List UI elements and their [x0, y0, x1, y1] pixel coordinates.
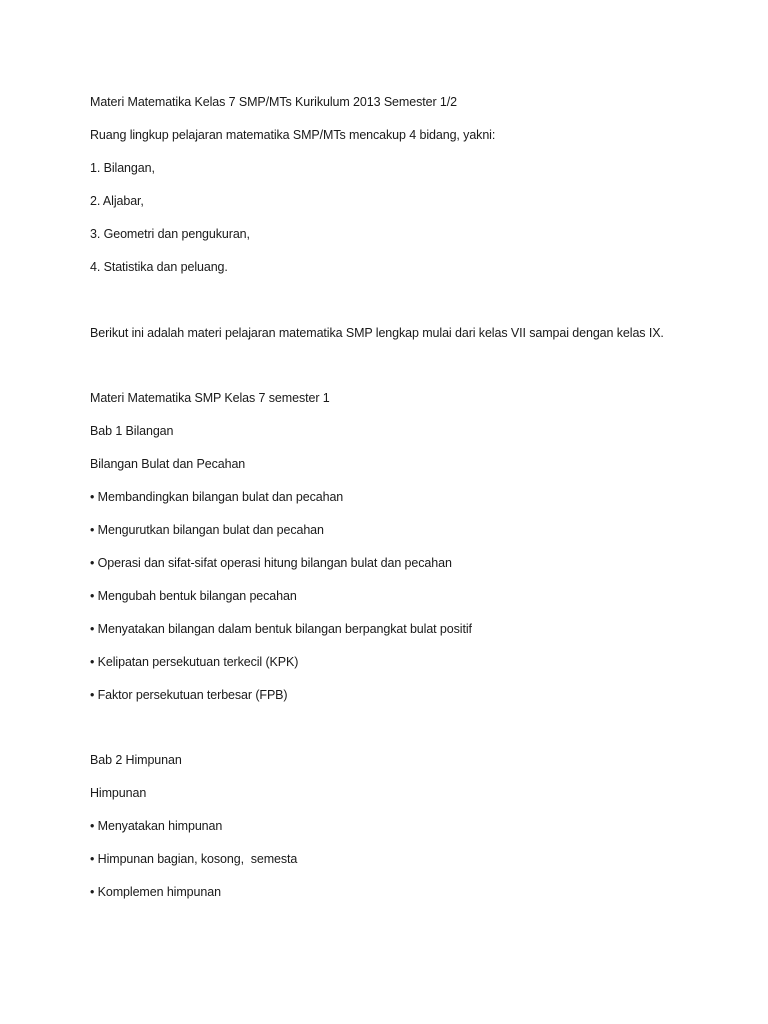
- scope-item: 4. Statistika dan peluang.: [90, 260, 228, 274]
- chapter-title: Bab 1 Bilangan: [90, 424, 174, 438]
- scope-item: 1. Bilangan,: [90, 161, 155, 175]
- section-heading: Materi Matematika SMP Kelas 7 semester 1: [90, 391, 330, 405]
- chapter-subtitle: Himpunan: [90, 786, 147, 800]
- bullet-item: • Membandingkan bilangan bulat dan pecahan: [90, 490, 344, 504]
- bullet-item: • Menyatakan bilangan dalam bentuk bilangan berpangkat bulat positif: [90, 622, 472, 636]
- paragraph-text: Berikut ini adalah materi pelajaran matematika SMP lengkap mulai dari kelas VII sampai dengan kelas IX.: [90, 326, 664, 340]
- scope-item: 2. Aljabar,: [90, 194, 144, 208]
- bullet-item: • Himpunan bagian, kosong, semesta: [90, 852, 298, 866]
- bullet-item: • Faktor persekutuan terbesar (FPB): [90, 688, 288, 702]
- bullet-item: • Operasi dan sifat-sifat operasi hitung bilangan bulat dan pecahan: [90, 556, 452, 570]
- bullet-item: • Mengurutkan bilangan bulat dan pecahan: [90, 523, 324, 537]
- bullet-item: • Komplemen himpunan: [90, 885, 221, 899]
- bullet-item: • Menyatakan himpunan: [90, 819, 223, 833]
- bullet-item: • Mengubah bentuk bilangan pecahan: [90, 589, 297, 603]
- scope-item: 3. Geometri dan pengukuran,: [90, 227, 250, 241]
- intro-text: Ruang lingkup pelajaran matematika SMP/MTs mencakup 4 bidang, yakni:: [90, 128, 496, 142]
- bullet-item: • Kelipatan persekutuan terkecil (KPK): [90, 655, 299, 669]
- chapter-subtitle: Bilangan Bulat dan Pecahan: [90, 457, 246, 471]
- document-title: Materi Matematika Kelas 7 SMP/MTs Kurikulum 2013 Semester 1/2: [90, 95, 457, 109]
- chapter-title: Bab 2 Himpunan: [90, 753, 182, 767]
